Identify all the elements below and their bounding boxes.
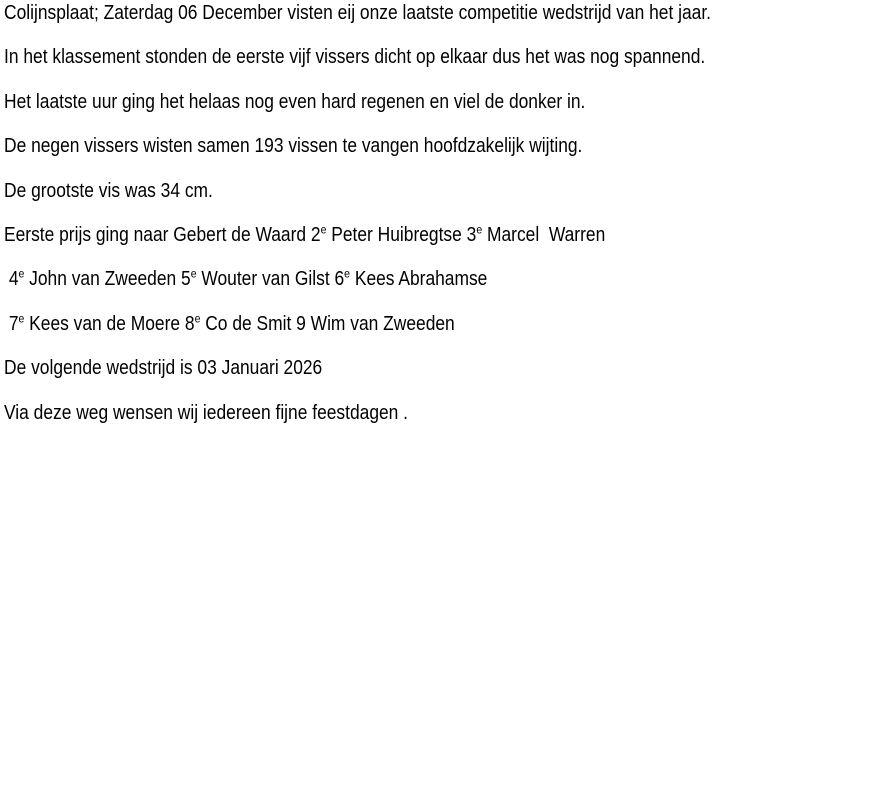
paragraph bbox=[4, 222, 891, 269]
paragraph bbox=[4, 136, 891, 180]
text-run: Colijnsplaat; Zaterdag 06 December visten eij onze laatste competitie wedstrijd van het jaar. bbox=[4, 2, 712, 24]
text-run: Eerste prijs ging naar Gebert de Waard 2 bbox=[4, 223, 321, 246]
text-run: De volgende wedstrijd is 03 Januari 2026 bbox=[4, 357, 323, 380]
text-run: De grootste vis was 34 cm. bbox=[4, 179, 213, 202]
ordinal-superscript: e bbox=[18, 311, 25, 326]
text-run: In het klassement stonden de eerste vijf vissers dicht op elkaar dus het was nog spannend. bbox=[4, 46, 706, 69]
paragraph bbox=[4, 47, 891, 91]
text-run: Peter Huibregtse 3 bbox=[326, 223, 477, 246]
paragraph bbox=[4, 358, 891, 402]
text-run: Wouter van Gilst 6 bbox=[196, 268, 345, 291]
paragraph bbox=[4, 311, 891, 358]
text-run: John van Zweeden 5 bbox=[24, 268, 191, 291]
ordinal-superscript: e bbox=[476, 222, 483, 237]
text-run: Co de Smit 9 Wim van Zweeden bbox=[200, 312, 455, 335]
ordinal-superscript: e bbox=[320, 222, 327, 237]
paragraph bbox=[4, 3, 891, 47]
paragraph bbox=[4, 92, 891, 136]
text-run: Via deze weg wensen wij iedereen fijne feestdagen . bbox=[4, 401, 409, 424]
text-run: Het laatste uur ging het helaas nog even hard regenen en viel de donker in. bbox=[4, 90, 586, 113]
ordinal-superscript: e bbox=[344, 266, 351, 281]
text-run: 7 bbox=[4, 312, 19, 335]
paragraph bbox=[4, 181, 891, 225]
text-run: Marcel Warren bbox=[482, 223, 606, 246]
text-run: Kees Abrahamse bbox=[350, 268, 488, 291]
ordinal-superscript: e bbox=[194, 311, 201, 326]
text-run: Kees van de Moere 8 bbox=[24, 312, 195, 335]
paragraph bbox=[4, 266, 891, 313]
ordinal-superscript: e bbox=[190, 266, 197, 281]
text-run: De negen vissers wisten samen 193 vissen te vangen hoofdzakelijk wijting. bbox=[4, 135, 583, 158]
document-body bbox=[4, 3, 891, 447]
paragraph bbox=[4, 403, 891, 447]
text-run: 4 bbox=[4, 268, 19, 291]
ordinal-superscript: e bbox=[18, 266, 25, 281]
